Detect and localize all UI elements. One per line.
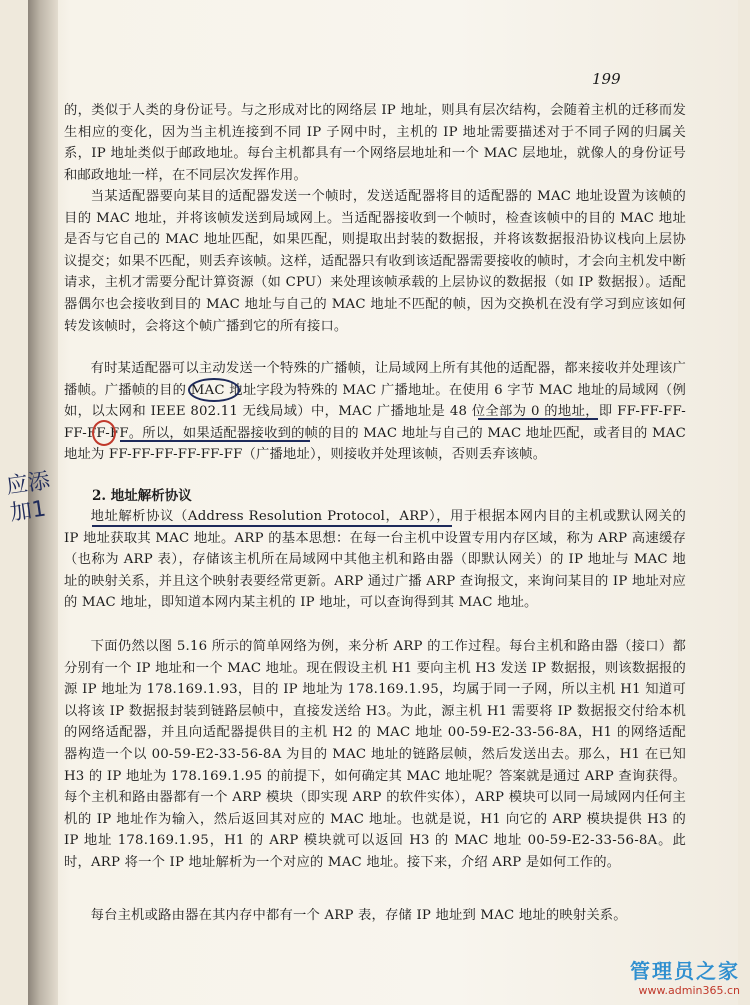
- page-number: 199: [592, 70, 621, 88]
- paragraph-1: 的，类似于人类的身份证号。与之形成对比的网络层 IP 地址，则具有层次结构，会随着主机的迁移而发生相应的变化，因为当主机连接到不同 IP 子网中时，主机的 IP 地址需要描述对于不同子网的归属关系，IP 地址类似于邮政地址。每台主机都具有一个网络层地址和一个 MAC 层地址，就像人的身份证号和邮政地址一样，在不同层次发挥作用。: [64, 103, 686, 183]
- ink-circle-broadcast: [188, 378, 240, 402]
- paragraph-2: 当某适配器要向某目的适配器发送一个帧时，发送适配器将目的适配器的 MAC 地址设置为该帧的目的 MAC 地址，并将该帧发送到局域网上。当适配器接收到一个帧时，检查该帧中的目的 MAC 地址是否与它自己的 MAC 地址匹配，如果匹配，则提取出封装的数据报，并将该数据报沿协议栈向上层协议提交；如果不匹配，则丢弃该帧。这样，适配器只有收到该适配器需要接收的帧时，才会向主机发中断请求，主机才需要分配计算资源（如 CPU）来处理该帧承载的上层协议的数据报（如 IP 数据报）。适配器偶尔也会接收到目的 MAC 地址与自己的 MAC 地址不匹配的帧，因为交换机在没有学习到应该如何转发该帧时，会将这个帧广播到它的所有接口。: [64, 189, 686, 334]
- paragraph-3: 有时某适配器可以主动发送一个特殊的广播帧，让局域网上所有其他的适配器，都来接收并处理该广播帧。广播帧的目的 MAC 地址字段为特殊的 MAC 广播地址。在使用 6 字节 MAC 地址的局域网（例如，以太网和 IEEE 802.11 无线局域）中，MAC 广播地址是 48 位全部为 0 的地址，即 FF-FF-FF-FF-FF-FF。所以，如果适配器接收到的帧的目的 MAC 地址与自己的 MAC 地址匹配，或者目的 MAC 地址为 FF-FF-FF-FF-FF-FF（广播地址），则接收并处理该帧，否则丢弃该帧。: [64, 361, 686, 463]
- ink-underline-2: [120, 440, 310, 442]
- ink-underline-3: [92, 525, 452, 527]
- handwritten-note: 应添加1: [4, 468, 52, 527]
- ink-circle-zero: [92, 420, 116, 446]
- ink-underline-1: [478, 418, 598, 420]
- watermark-url: www.admin365.cn: [638, 984, 740, 997]
- paragraph-5: 下面仍然以图 5.16 所示的简单网络为例，来分析 ARP 的工作过程。每台主机和路由器（接口）都分别有一个 IP 地址和一个 MAC 地址。现在假设主机 H1 要向主机 H3 发送 IP 数据报，则该数据报的源 IP 地址为 178.169.1.93，目的 IP 地址为 178.169.1.95，均属于同一子网，所以主机 H1 知道可以将该 IP 数据报封装到链路层帧中，直接发送给 H3。为此，源主机 H1 需要将 IP 数据报交付给本机的网络适配器，并且向适配器提供目的主机 H2 的 MAC 地址 00-59-E2-33-56-8A，H1 的网络适配器构造一个以 00-59-E2-33-56-8A 为目的 MAC 地址的链路层帧，然后发送出去。那么，H1 在已知 H3 的 IP 地址为 178.169.1.95 的前提下，如何确定其 MAC 地址呢？答案就是通过 ARP 查询获得。每个主机和路由器都有一个 ARP 模块（即实现 ARP 的软件实体），ARP 模块可以同一局域网内任何主机的 IP 地址作为输入，然后返回其对应的 MAC 地址。也就是说，H1 向它的 ARP 模块提供 H3 的 IP 地址 178.169.1.95，H1 的 ARP 模块就可以返回 H3 的 MAC 地址 00-59-E2-33-56-8A。此时，ARP 将一个 IP 地址解析为一个对应的 MAC 地址。接下来，介绍 ARP 是如何工作的。: [64, 639, 686, 870]
- watermark: [630, 955, 740, 997]
- paragraph-6: 每台主机或路由器在其内存中都有一个 ARP 表，存储 IP 地址到 MAC 地址的映射关系。: [90, 908, 627, 923]
- watermark-title: 管理员之家: [630, 959, 740, 983]
- paragraph-4: 地址解析协议（Address Resolution Protocol，ARP），用于根据本网内目的主机或默认网关的 IP 地址获取其 MAC 地址。ARP 的基本思想：在每一台主机中设置专用内存区域，称为 ARP 高速缓存（也称为 ARP 表），存储该主机所在局域网中其他主机和路由器（即默认网关）的 IP 地址与 MAC 地址的映射关系，并且这个映射表要经常更新。ARP 通过广播 ARP 查询报文，来询问某目的 IP 地址对应的 MAC 地址，即知道本网内某主机的 IP 地址，可以查询得到其 MAC 地址。: [64, 509, 686, 611]
- section-heading: 2. 地址解析协议: [92, 488, 192, 504]
